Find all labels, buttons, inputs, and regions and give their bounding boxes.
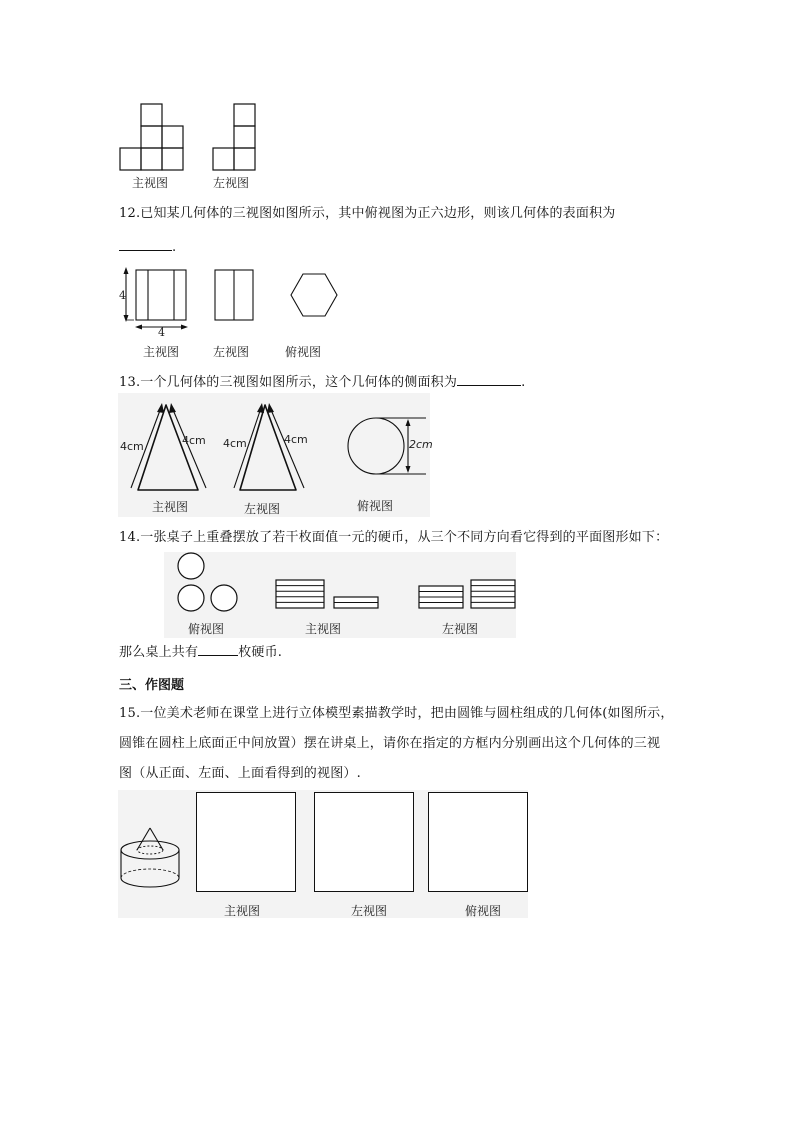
q13-period: . <box>521 375 526 390</box>
q13-side-right-label: 4cm <box>284 433 308 446</box>
q15-text-1: 一位美术老师在课堂上进行立体模型素描教学时，把由圆锥与圆柱组成的几何体(如图所示， <box>140 706 674 721</box>
q13-question <box>119 371 525 393</box>
q13-diameter-label: 2cm <box>409 438 433 451</box>
q14-answer-line <box>119 641 282 663</box>
q13-side-right-dim <box>269 405 304 488</box>
cube-square <box>141 126 162 148</box>
q15-caption-top: 俯视图 <box>465 904 502 918</box>
q13-text: 一个几何体的三视图如图所示，这个几何体的侧面积为 <box>140 375 458 390</box>
q13-front-left-label: 4cm <box>120 440 144 453</box>
q15-solid-figure <box>118 826 184 892</box>
q12-front-view <box>136 270 186 320</box>
q12-three-views-figure <box>114 264 344 344</box>
q14-text: 一张桌子上重叠摆放了若干枚面值一元的硬币，从三个不同方向看它得到的平面图形如下： <box>140 530 669 545</box>
q14-caption-front: 主视图 <box>305 622 342 636</box>
q14-caption-top: 俯视图 <box>188 622 225 636</box>
q12-caption-front: 主视图 <box>143 345 180 359</box>
cube-square <box>141 148 162 170</box>
cylinder-top <box>121 841 179 859</box>
q14-number: 14. <box>119 530 141 545</box>
q15-number: 15. <box>119 706 141 721</box>
q12-dim-width: 4 <box>158 326 165 339</box>
q11-caption-left: 左视图 <box>213 176 250 190</box>
q12-answer-blank[interactable] <box>119 236 172 251</box>
q14-question <box>119 528 668 548</box>
q14-three-views-figure <box>164 552 516 616</box>
coin-top-view <box>178 585 204 611</box>
q12-period: . <box>172 240 177 255</box>
q12-caption-left: 左视图 <box>213 345 250 359</box>
q12-text: 已知某几何体的三视图如图所示，其中俯视图为正六边形，则该几何体的表面积为 <box>140 206 616 221</box>
q13-caption-front: 主视图 <box>152 500 189 514</box>
q15-text-2: 圆锥在圆柱上底面正中间放置）摆在讲桌上，请你在指定的方框内分别画出这个几何体的三视 <box>119 736 661 751</box>
q13-answer-blank[interactable] <box>457 371 521 386</box>
coin-stack-left <box>471 580 515 608</box>
q14-answer-blank[interactable] <box>198 641 238 656</box>
coin-top-view <box>178 553 204 579</box>
q12-dim-height: 4 <box>119 289 126 302</box>
cube-square <box>234 104 255 126</box>
q13-caption-top: 俯视图 <box>357 499 394 513</box>
q12-top-view-hexagon <box>291 274 337 316</box>
q12-answer-line <box>119 236 176 258</box>
q13-caption-left: 左视图 <box>244 502 281 516</box>
q13-number: 13. <box>119 375 141 390</box>
coin-stack-front <box>276 580 324 608</box>
q13-top-circle <box>348 418 404 474</box>
cube-square <box>162 126 183 148</box>
q12-number: 12. <box>119 206 141 221</box>
cube-square <box>234 148 255 170</box>
q12-caption-top: 俯视图 <box>285 345 322 359</box>
q15-front-view-box[interactable] <box>196 792 296 892</box>
cube-square <box>141 104 162 126</box>
q12-question <box>119 204 615 224</box>
q15-left-view-box[interactable] <box>314 792 414 892</box>
coin-top-view <box>211 585 237 611</box>
q14-caption-left: 左视图 <box>442 622 479 636</box>
cube-square <box>234 126 255 148</box>
q13-side-triangle <box>240 405 296 490</box>
q14-answer-prefix: 那么桌上共有 <box>119 645 199 660</box>
q13-three-views-figure <box>118 393 430 493</box>
q15-caption-left: 左视图 <box>351 904 388 918</box>
cube-square <box>120 148 141 170</box>
section-title-drawing: 三、作图题 <box>119 678 185 693</box>
q15-top-view-box[interactable] <box>428 792 528 892</box>
q13-side-left-label: 4cm <box>223 437 247 450</box>
cone-base <box>137 846 163 854</box>
cylinder-bottom <box>121 878 179 887</box>
cube-square <box>162 148 183 170</box>
q11-front-view-figure <box>118 102 190 172</box>
q14-answer-suffix: 枚硬币. <box>238 645 283 660</box>
q15-line-1 <box>119 704 674 724</box>
q13-front-right-label: 4cm <box>182 434 206 447</box>
q15-caption-front: 主视图 <box>224 904 261 918</box>
q11-left-view-figure <box>211 102 261 172</box>
cube-square <box>213 148 234 170</box>
q15-text-3: 图（从正面、左面、上面看得到的视图）. <box>119 766 361 781</box>
q11-caption-front: 主视图 <box>132 176 169 190</box>
